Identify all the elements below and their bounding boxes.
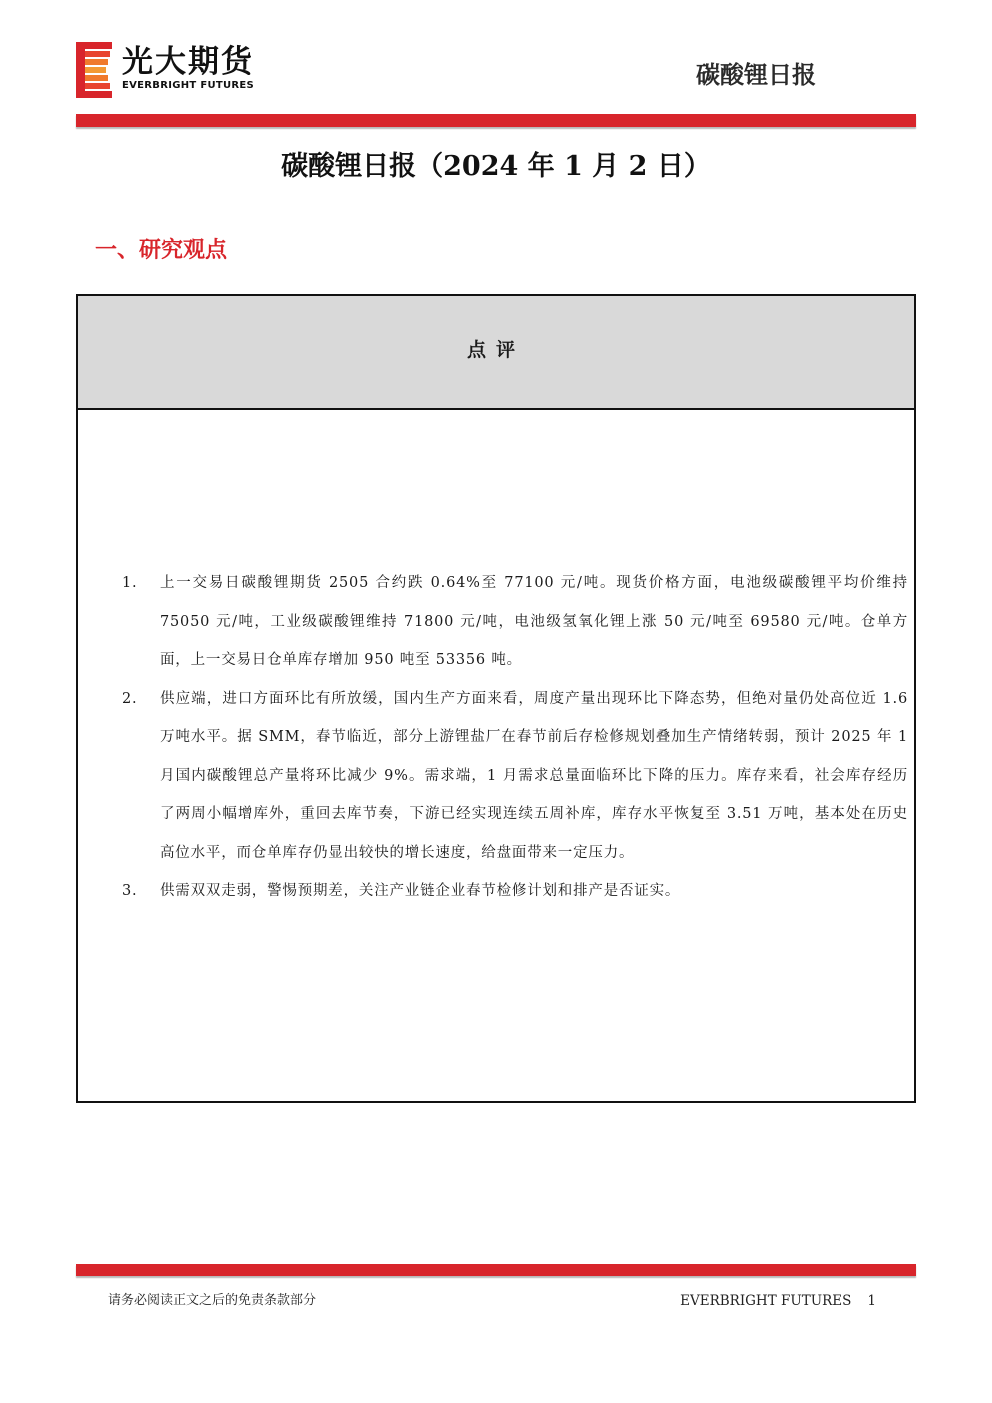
header-divider [76,114,916,127]
list-item-number: 1. [122,575,138,591]
list-item-text: 供应端，进口方面环比有所放缓，国内生产方面来看，周度产量出现环比下降态势，但绝对量仍处高位近 1.6 万吨水平。据 SMM，春节临近，部分上游锂盐厂在春节前后存检修规划叠加生产情绪转弱，预计 2025 年 1 月国内碳酸锂总产量将环比减少 9%。需求端，1 月需求总量面临环比下降的压力。库存来看，社会库存经历了两周小幅增库外，重回去库节奏，下游已经实现连续五周补库，库存水平恢复至 3.51 万吨，基本处在历史高位水平，而仓单库存仍显出较快的增长速度，给盘面带来一定压力。 [160,690,908,861]
list-item [78,564,914,680]
footer-brand-block [680,1290,876,1312]
disclaimer-note: 请务必阅读正文之后的免责条款部分 [108,1293,317,1308]
list-item-text: 上一交易日碳酸锂期货 2505 合约跌 0.64%至 77100 元/吨。现货价格方面，电池级碳酸锂平均价维持 75050 元/吨，工业级碳酸锂维持 71800 元/吨，电池级氢氧化锂上涨 50 元/吨至 69580 元/吨。仓单方面，上一交易日仓单库存增加 950 吨至 53356 吨。 [160,575,908,668]
footer-brand: EVERBRIGHT FUTURES [680,1293,852,1309]
list-item [78,680,914,873]
commentary-header [78,296,914,410]
list-item-text: 供需双双走弱，警惕预期差，关注产业链企业春节检修计划和排产是否证实。 [160,883,681,899]
brand-name-en: EVERBRIGHT FUTURES [122,80,255,91]
commentary-list [78,564,914,911]
list-item-number: 3. [122,883,138,899]
list-item [78,872,914,911]
footer-divider [76,1264,916,1276]
brand-name-cn: 光大期货 [122,44,254,80]
commentary-box [76,294,916,1103]
list-item-number: 2. [122,690,138,707]
everbright-logo-icon [76,42,114,98]
commentary-label: 点评 [466,339,525,361]
page-number: 1 [867,1293,876,1309]
section-heading: 一、研究观点 [95,238,228,263]
brand-logo [76,42,296,98]
document-title: 碳酸锂日报（2024 年 1 月 2 日） [281,151,711,182]
report-type-header: 碳酸锂日报 [696,61,816,89]
